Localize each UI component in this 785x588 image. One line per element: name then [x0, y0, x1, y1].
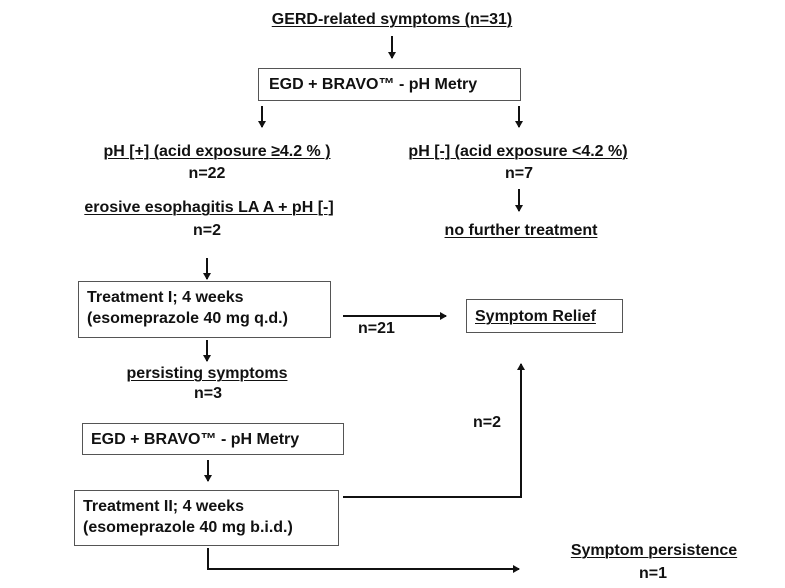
ph-negative-count: n=7 — [504, 165, 534, 182]
treatment-1-dosage: (esomeprazole 40 mg q.d.) — [87, 310, 288, 327]
symptom-relief-label: Symptom Relief — [475, 308, 596, 325]
treatment-2-box — [74, 490, 339, 546]
no-further-treatment-label: no further treatment — [444, 222, 598, 239]
edge-label-n2: n=2 — [473, 414, 502, 431]
persisting-symptoms-label: persisting symptoms — [126, 365, 288, 382]
symptom-persistence-label: Symptom persistence — [570, 542, 738, 559]
treatment-1-box — [78, 281, 331, 338]
start-node-gerd-symptoms: GERD-related symptoms (n=31) — [271, 11, 513, 28]
egd-bravo-label-1: EGD + BRAVO™ - pH Metry — [269, 76, 478, 93]
treatment-2-dosage: (esomeprazole 40 mg b.i.d.) — [83, 519, 293, 536]
ph-positive-count: n=22 — [188, 165, 226, 182]
erosive-esophagitis-count: n=2 — [192, 222, 222, 239]
ph-positive-label: pH [+] (acid exposure ≥4.2 % ) — [103, 143, 331, 160]
ph-negative-label: pH [-] (acid exposure <4.2 %) — [408, 143, 628, 160]
persisting-symptoms-count: n=3 — [193, 385, 223, 402]
symptom-relief-box — [466, 299, 623, 333]
egd-bravo-box-2 — [82, 423, 344, 455]
symptom-persistence-count: n=1 — [638, 565, 668, 582]
erosive-esophagitis-label: erosive esophagitis LA A + pH [-] — [84, 199, 334, 216]
egd-bravo-label-2: EGD + BRAVO™ - pH Metry — [91, 431, 300, 448]
treatment-1-title: Treatment I; 4 weeks — [87, 289, 244, 306]
treatment-2-title: Treatment II; 4 weeks — [83, 498, 244, 515]
egd-bravo-box-1 — [258, 68, 521, 101]
edge-label-n21: n=21 — [358, 320, 395, 337]
